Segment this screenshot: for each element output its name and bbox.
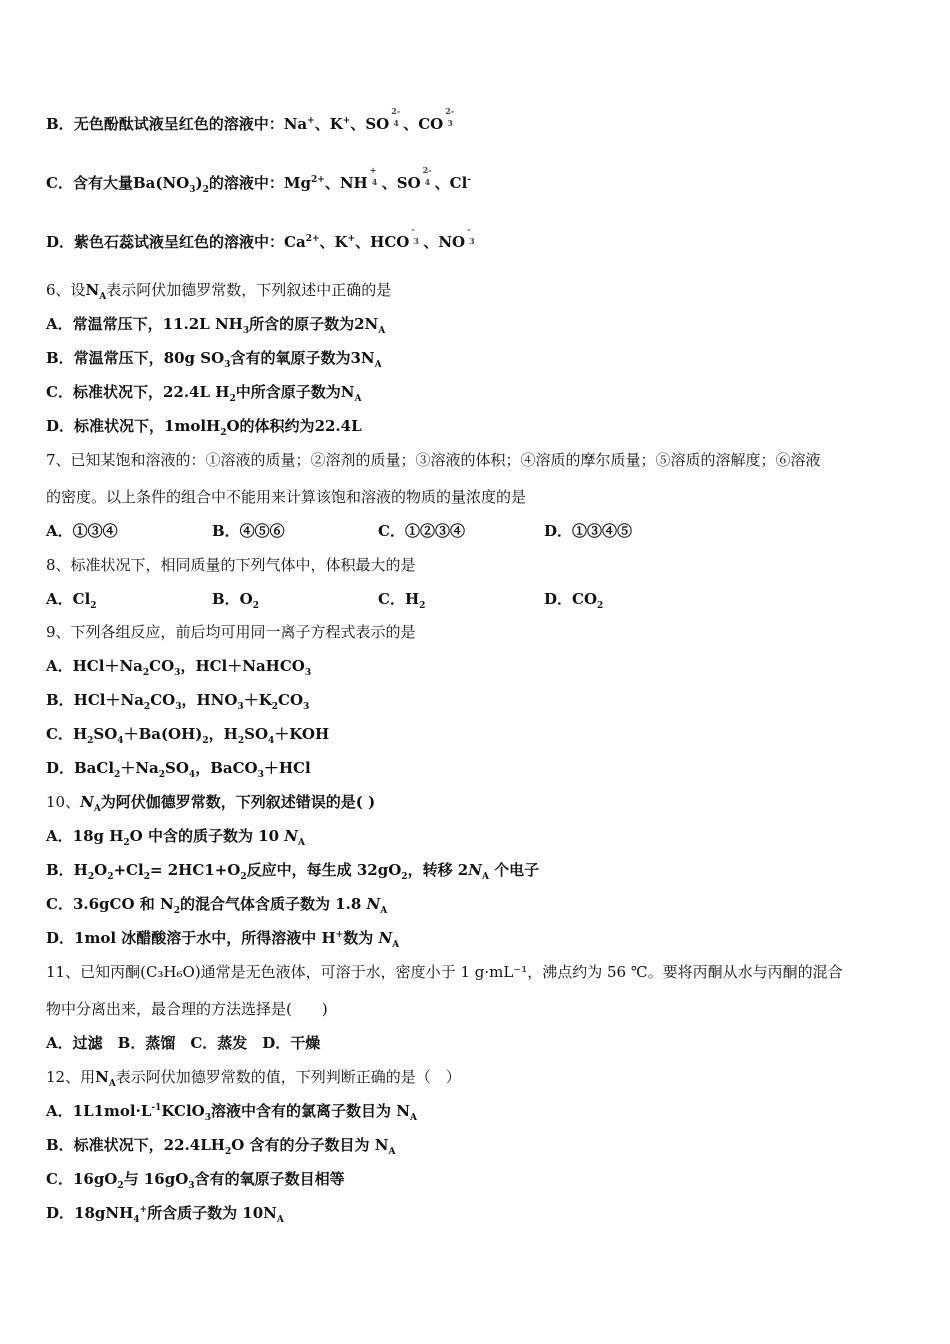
q7-stem-line2: 的密度。以上条件的组合中不能用来计算该饱和溶液的物质的量浓度的是 [46,488,527,506]
q7-option-d: D．①③④⑤ [544,522,633,540]
q11-stem-line1: 11、已知丙酮(C₃H₆O)通常是无色液体，可溶于水，密度小于 1 g·mL⁻¹，沸点约为 56 ℃。要将丙酮从水与丙酮的混合 [46,963,843,981]
q5-option-b: B．无色酚酞试液呈红色的溶液中：Na+、K+、SO 2- 4 、CO 2- 3 [46,106,455,133]
q11-stem-line2: 物中分离出来，最合理的方法选择是( ) [46,1000,328,1018]
q10-option-c: C．3.6gCO 和 $N_2$的混合气体含质子数为 1.8 $N_A$ [46,895,388,916]
q6-option-a: A．常温常压下，11.2L $NH_3$所含的原子数为$2N_A$ [46,315,386,336]
q9-option-b: B．$HCl+Na_2CO_3$，$HNO_3+K_2CO_3$ [46,691,310,712]
q9-option-c: C．$H_2SO_4+Ba(OH)_2$，$H_2SO_4+KOH$ [46,725,330,746]
q9-option-a: A．$HCl+Na_2CO_3$，HCl＋NaHCO$_3$ [46,657,312,678]
q12-option-c: C．$16gO_2$与 $16gO_3$含有的氧原子数目相等 [46,1170,345,1191]
q12-option-b: B．标准状况下，$22.4LH_2O$ 含有的分子数目为 $N_A$ [46,1136,396,1157]
q8-options [46,589,603,609]
q8-option-d: D．$CO_2$ [544,590,604,611]
q7-options [46,521,632,541]
q5-option-c: C．含有大量$Ba(NO_3)_2$的溶液中：$Mg^{2+}$、NH + 4 、SO 2- 4 、Cl- [46,165,472,195]
q8-stem: 8、标准状况下，相同质量的下列气体中，体积最大的是 [46,556,416,574]
q6-stem: 6、设$N_A$表示阿伏加德罗常数，下列叙述中正确的是 [46,281,392,302]
q10-option-b: B．$H_2O_2+Cl_2= 2HC1+O_2$反应中，每生成 $32gO_2$，转移 $2N_A$ 个电子 [46,861,540,882]
q10-option-d: D．1mol 冰醋酸溶于水中，所得溶液中 H+数为 $N_A$ [46,929,400,950]
q5-option-d: D．紫色石蕊试液呈红色的溶液中：$Ca^{2+}$、K+、HCO - 3 、NO - 3 [46,224,475,251]
q6-option-c: C．标准状况下，22.4L $H_2$中所含原子数为$N_A$ [46,383,362,404]
q12-option-d: D．18gNH$_4$+所含质子数为 $10N_A$ [46,1204,284,1225]
q8-option-a: A．$Cl_2$ [46,590,97,611]
q10-stem: 10、$N_A$为阿伏伽德罗常数，下列叙述错误的是( ) [46,793,376,814]
q6-option-b: B．常温常压下，80g $SO_3$含有的氧原子数为$3N_A$ [46,349,382,370]
q11-options: A．过滤 B．蒸馏 C．蒸发 D．干燥 [46,1034,321,1052]
q9-option-d: D．$BaCl_2+Na_2SO_4$，BaCO$_3$＋HCl [46,759,311,780]
q6-option-d: D．标准状况下，1molH$_2$O的体积约为22.4L [46,417,362,438]
q9-stem: 9、下列各组反应，前后均可用同一离子方程式表示的是 [46,623,416,641]
q8-option-b: B．$O_2$ [212,590,260,611]
q7-stem-line1: 7、已知某饱和溶液的：①溶液的质量；②溶剂的质量；③溶液的体积；④溶质的摩尔质量；⑤溶质的溶解度；⑥溶液 [46,451,821,469]
q7-option-b: B．④⑤⑥ [212,522,285,540]
q7-option-a: A．①③④ [46,522,118,540]
q10-option-a: A．18g $H_2O$ 中含的质子数为 10 $N_A$ [46,827,305,848]
q7-option-c: C．①②③④ [378,522,465,540]
q12-option-a: A．$1L1mol\cdot L^{-1}KClO_3$溶液中含有的氯离子数目为 $N_A$ [46,1102,417,1123]
q12-stem: 12、用$N_A$表示阿伏加德罗常数的值，下列判断正确的是（ ） [46,1068,461,1089]
q8-option-c: C．$H_2$ [378,590,426,611]
